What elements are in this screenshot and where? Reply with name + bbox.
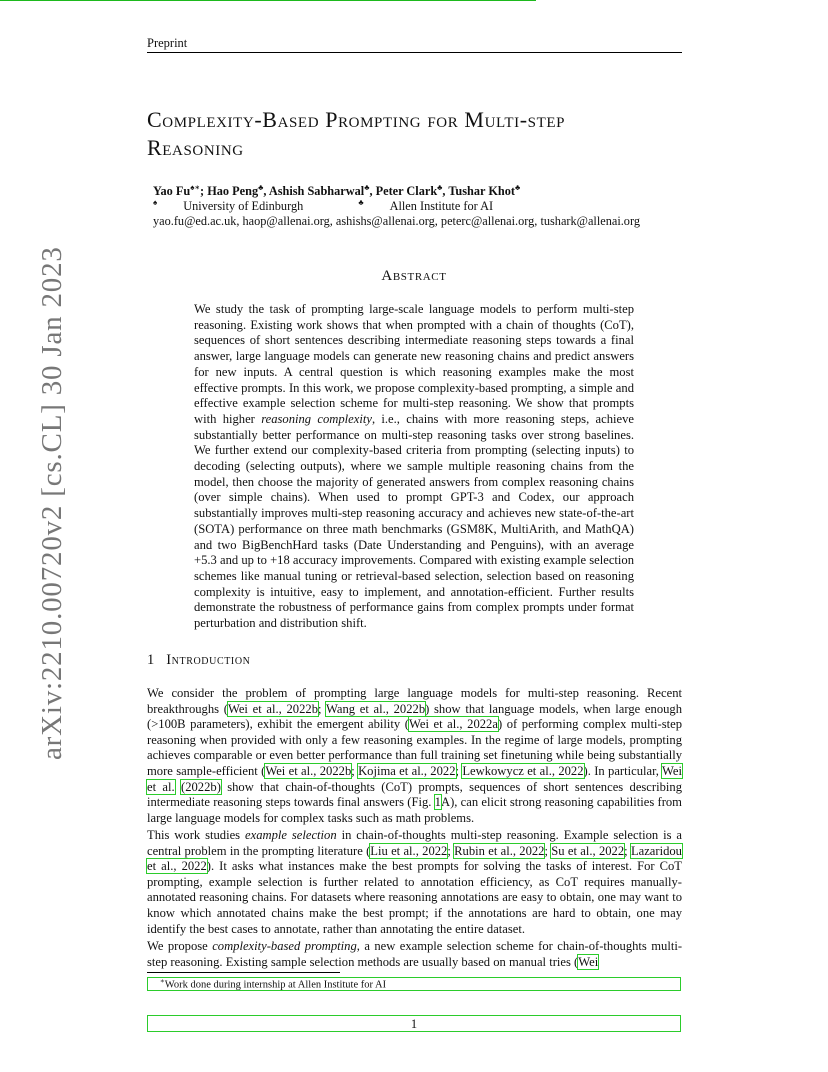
arxiv-identifier: arXiv:2210.00720v2 [cs.CL] 30 Jan 2023 xyxy=(36,246,68,760)
citation-link[interactable]: Wei et al., 2022b xyxy=(227,701,318,716)
citation-link[interactable]: Rubin et al., 2022 xyxy=(454,843,545,858)
intro-paragraph-1: We consider the problem of prompting large language models for multi-step reasoning. Recent breakthroughs (Wei et al., 2022b; Wang et al., 2022b) show that language models, when large enough (>100B parameters), exhibit the emergent ability (Wei et al., 2022a) of performing complex multi-step reasoning when provided with only a few reasoning examples. In the regime of large models, prompting achieves comparable or even better performance than full training set finetuning while being substantially more sample-efficient (Wei et al., 2022b; Kojima et al., 2022; Lewkowycz et al., 2022). In particular, Wei et al. (2022b) show that chain-of-thoughts (CoT) prompts, sequences of short sentences describing intermediate reasoning steps towards final answers (Fig. 1A), can elicit strong reasoning capabilities from large language models for complex tasks such as math problems. xyxy=(147,686,683,825)
citation-link[interactable]: Wei et al. xyxy=(147,763,682,794)
page-number: 1 xyxy=(410,1017,418,1031)
affiliation-ai2: ♣ Allen Institute for AI xyxy=(358,198,494,214)
club-icon: ♣ xyxy=(364,183,370,192)
author-name: Peter Clark xyxy=(375,184,438,199)
club-icon: ♣ xyxy=(437,183,443,192)
citation-link[interactable]: Su et al., 2022 xyxy=(551,843,625,858)
club-icon: ♣ xyxy=(515,183,521,192)
club-icon: ♣ xyxy=(358,198,364,207)
citation-link[interactable]: (2022b) xyxy=(181,779,221,794)
citation-link[interactable]: Lewkowycz et al., 2022 xyxy=(462,763,584,778)
footnote-mark: ∗ xyxy=(194,183,201,192)
club-icon: ♣ xyxy=(258,183,264,192)
author-name: Hao Peng xyxy=(207,184,259,199)
running-header: Preprint xyxy=(147,36,188,50)
citation-link[interactable]: Kojima et al., 2022 xyxy=(358,763,456,778)
author-name: Yao Fu xyxy=(153,184,191,199)
abstract-heading: Abstract xyxy=(381,268,447,284)
citation-link[interactable]: Wei xyxy=(578,954,599,969)
author-name: Tushar Khot xyxy=(448,184,516,199)
abstract-body: We study the task of prompting large-scale language models to perform multi-step reasoning. Existing work shows that when prompted with a chain of thoughts (CoT), sequences of short sentences describing intermediate reasoning steps towards a final answer, large language models can generate new reasoning chains and predict answers for new inputs. A central question is which reasoning examples make the most effective prompts. In this work, we propose complexity-based prompting, a simple and effective example selection scheme for multi-step reasoning. We show that prompts with higher reasoning complexity, i.e., chains with more reasoning steps, achieve substantially better performance on multi-step reasoning tasks over strong baselines. We further extend our complexity-based criteria from prompting (selecting inputs) to decoding (selecting outputs), where we sample multiple reasoning chains from the model, then choose the majority of generated answers from complex reasoning chains (over simple chains). When used to prompt GPT-3 and Codex, our approach substantially improves multi-step reasoning accuracy and achieves new state-of-the-art (SOTA) performance on three math benchmarks (GSM8K, MultiArith, and MathQA) and two BigBenchHard tasks (Date Understanding and Penguins), with an average +5.3 and up to +18 accuracy improvements. Compared with existing example selection schemes like manual tuning or retrieval-based selection, selection based on reasoning complexity is intuitive, easy to implement, and annotation-efficient. Further results demonstrate the robustness of performance gains from complex prompts under format perturbation and distribution shift. xyxy=(194,302,634,631)
author-list: Yao Fu♠∗; Hao Peng♣, Ashish Sabharwal♣, Peter Clark♣, Tushar Khot♣ xyxy=(153,183,521,199)
header-rule xyxy=(147,52,682,53)
citation-link[interactable]: Wei et al., 2022a xyxy=(408,717,498,732)
citation-link[interactable]: Lazaridou et al., 2022 xyxy=(147,843,682,874)
intro-paragraph-3: We propose complexity-based prompting, a new example selection scheme for chain-of-thoughts multi-step reasoning. Existing sample selection methods are usually based on manual tries (Wei xyxy=(147,939,683,969)
section-heading xyxy=(147,652,251,669)
citation-link[interactable]: Liu et al., 2022 xyxy=(370,843,448,858)
citation-link[interactable]: Wei et al., 2022b xyxy=(265,763,352,778)
author-emails: yao.fu@ed.ac.uk, haop@allenai.org, ashishs@allenai.org, peterc@allenai.org, tushark@allenai.org xyxy=(153,214,640,228)
footnote: ∗Work done during internship at Allen Institute for AI xyxy=(160,977,387,991)
footnote-mark: ∗ xyxy=(160,977,165,985)
section-name: Introduction xyxy=(166,652,251,668)
affiliations xyxy=(153,198,545,214)
top-link-line xyxy=(0,0,536,1)
spade-icon: ♠ xyxy=(153,198,158,207)
figure-link[interactable]: 1 xyxy=(434,795,441,810)
intro-paragraph-2: This work studies example selection in chain-of-thoughts multi-step reasoning. Example selection is a central problem in the prompting literature (Liu et al., 2022; Rubin et al., 2022; Su et al., 2022; Lazaridou et al., 2022). It asks what instances make the best prompts for solving the tasks of interest. For CoT prompting, example selection is further related to annotation efficiency, as CoT requires manually-annotated reasoning chains. For datasets where reasoning annotations are easy to obtain, one may want to know which annotated chains make the best prompt; if the annotations are hard to obtain, one may identify the best cases to annotate, rather than annotating the entire dataset. xyxy=(147,828,683,936)
author-name: Ashish Sabharwal xyxy=(268,184,365,199)
section-number: 1 xyxy=(147,652,155,668)
footnote-rule xyxy=(147,972,340,973)
affiliation-edinburgh: ♠ University of Edinburgh xyxy=(153,198,304,214)
citation-link[interactable]: Wang et al., 2022b xyxy=(325,701,426,716)
paper-title: Complexity-Based Prompting for Multi-step Reasoning xyxy=(147,107,566,160)
spade-icon: ♠ xyxy=(190,183,195,192)
